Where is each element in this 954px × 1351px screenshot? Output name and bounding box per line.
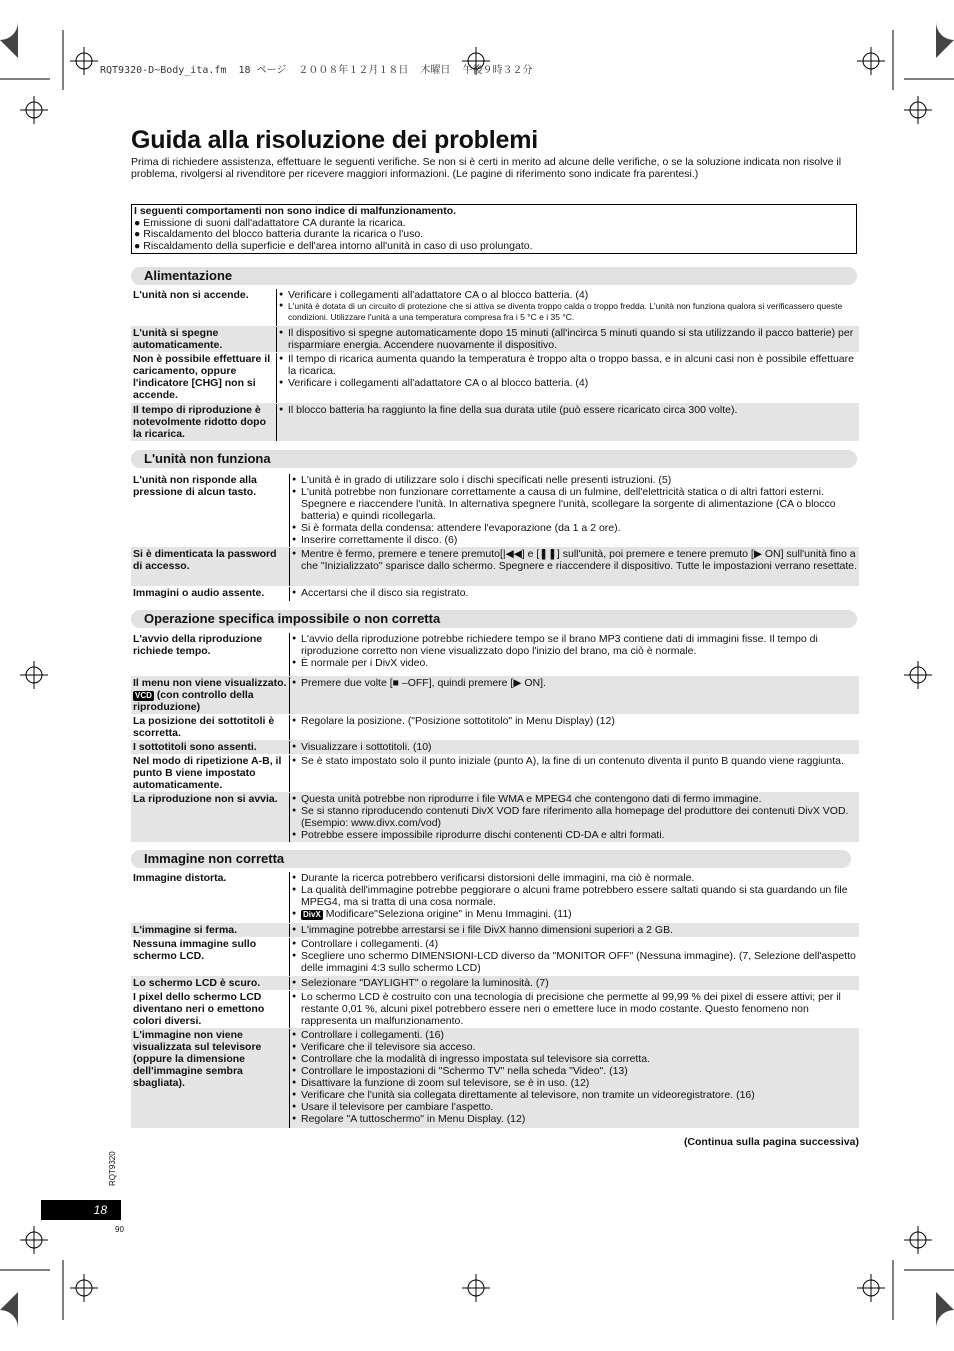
note-item: ● Riscaldamento del blocco batteria durante la ricarica o l'uso. — [134, 228, 424, 240]
section-heading-alimentazione: Alimentazione — [131, 267, 857, 285]
table-row — [131, 1028, 859, 1128]
solution-cell — [276, 404, 857, 441]
problem-label: Nel modo di ripetizione A-B, il punto B viene impostato automaticamente. — [133, 755, 282, 791]
table-row — [131, 632, 859, 676]
table-row — [131, 473, 859, 547]
solution-item: ● L'unità è in grado di utilizzare solo i dischi specificati nelle presenti istruzioni. (5) — [292, 474, 858, 486]
solution-cell — [276, 327, 857, 352]
page-number: 18 — [41, 1200, 121, 1220]
note-box — [131, 204, 857, 254]
solution-item: ● Usare il televisore per cambiare l'aspetto. — [292, 1101, 858, 1113]
vcd-badge: VCD — [135, 691, 152, 700]
solution-cell — [289, 938, 858, 976]
solution-cell — [289, 633, 858, 676]
table-row — [131, 403, 859, 441]
problem-label-text: Il menu non viene visualizzato. — [133, 677, 287, 689]
solution-item: ● Scegliere uno schermo DIMENSIONI-LCD diverso da "MONITOR OFF" (Nessuna immagine). (7, Selezione dell'aspetto delle immagini 4:3 sullo schermo LCD) — [292, 950, 858, 974]
problem-label — [133, 677, 288, 713]
problem-label: L'unità non si accende. — [133, 289, 249, 301]
problem-label: I sottotitoli sono assenti. — [133, 741, 257, 753]
solution-item: ● Inserire correttamente il disco. (6) — [292, 534, 858, 546]
table-row — [131, 547, 859, 586]
problem-label: L'unità si spegne automaticamente. — [133, 327, 223, 351]
solution-cell — [289, 548, 858, 586]
solution-cell — [276, 289, 857, 326]
intro-text: Prima di richiedere assistenza, effettuare le seguenti verifiche. Se non si è certi in merito ad alcune delle verifiche, o se la soluzione indicata non risolve il problema, rivolgersi al rivenditore per ricevere maggiori informazioni. (Le pagine di riferimento sono indicate fra parentesi.) — [131, 156, 842, 180]
solution-item: ● L'unità è dotata di un circuito di protezione che si attiva se diventa troppo calda o troppo fredda. L'unità non funziona qualora si verificassero queste condizioni. Utilizzare l'unità a una temperatura compresa fra i 5 °C e i 35 °C. — [279, 301, 857, 322]
section-heading-immagine-non-corretta: Immagine non corretta — [131, 850, 851, 868]
table-row — [131, 754, 859, 792]
solution-cell — [289, 793, 858, 842]
page-title: Guida alla risoluzione dei problemi — [131, 126, 538, 154]
problem-label: I pixel dello schermo LCD diventano neri o emettono colori diversi. — [133, 991, 265, 1027]
solution-item: ● L'avvio della riproduzione potrebbe richiedere tempo se il brano MP3 contiene dati di immagini fisse. Il tempo di riproduzione corretto non viene visualizzato dopo l'inizio del brano, ma ciò è normale. — [292, 633, 858, 657]
solution-cell — [289, 715, 858, 740]
problem-label: La riproduzione non si avvia. — [133, 793, 278, 805]
solution-item: ● Potrebbe essere impossibile riprodurre dischi contenenti CD-DA e altri formati. — [292, 829, 858, 841]
problem-label: Il tempo di riproduzione è notevolmente ridotto dopo la ricarica. — [133, 404, 266, 440]
solution-item: ● L'unità potrebbe non funzionare correttamente a causa di un fulmine, dell'elettricità statica o di altri fattori esterni. Spegnere e riaccendere l'unità. In alternativa spegnere l'unità, scollegare la sorgente di alimentazione (CA o blocco batteria) e quindi ricollegarla. — [292, 486, 858, 522]
solution-item: ● È normale per i DivX video. — [292, 657, 858, 669]
solution-item — [292, 908, 858, 920]
table-row — [131, 976, 859, 990]
solution-cell — [289, 924, 858, 937]
solution-item: ● Verificare che l'unità sia collegata direttamente al televisore, non tramite un videoregistratore. (16) — [292, 1089, 858, 1101]
solution-item: ● Si è formata della condensa: attendere l'evaporazione (da 1 a 2 ore). — [292, 522, 858, 534]
table-row — [131, 871, 859, 923]
solution-item: ● Accertarsi che il disco sia registrato. — [292, 587, 858, 599]
sheet-number: 90 — [115, 1225, 124, 1234]
solution-item: ● Se si stanno riproducendo contenuti DivX VOD fare riferimento alla homepage del produttore dei contenuti DivX VOD. (Esempio: www.divx.com/vod) — [292, 805, 858, 829]
solution-cell — [289, 1029, 858, 1128]
solution-cell — [276, 353, 857, 403]
solution-item: ● Premere due volte [■ –OFF], quindi premere [▶ ON]. — [292, 677, 858, 689]
table-row — [131, 937, 859, 976]
note-item: ● Riscaldamento della superficie e dell'area intorno all'unità in caso di uso prolungato. — [134, 239, 533, 252]
table-row — [131, 990, 859, 1028]
solution-cell — [289, 991, 858, 1028]
problem-label: La posizione dei sottotitoli è scorretta. — [133, 715, 275, 739]
solution-item: ● Disattivare la funzione di zoom sul televisore, se è in uso. (12) — [292, 1077, 858, 1089]
solution-item: ● Il blocco batteria ha raggiunto la fine della sua durata utile (può essere ricaricato circa 300 volte). — [279, 404, 857, 416]
solution-cell — [289, 587, 858, 601]
solution-item: ● Questa unità potrebbe non riprodurre i file WMA e MPEG4 che contengono dati di fermo immagine. — [292, 793, 858, 805]
solution-cell — [289, 977, 858, 990]
solution-item: ● Durante la ricerca potrebbero verificarsi distorsioni delle immagini, ma ciò è normale. — [292, 872, 858, 884]
table-row — [131, 288, 859, 326]
note-heading: I seguenti comportamenti non sono indice di malfunzionamento. — [134, 205, 457, 217]
problem-label: L'unità non risponde alla pressione di alcun tasto. — [133, 474, 257, 498]
table-row — [131, 352, 859, 403]
solution-item: ● L'immagine potrebbe arrestarsi se i file DivX hanno dimensioni superiori a 2 GB. — [292, 924, 858, 936]
problem-label: L'immagine si ferma. — [133, 924, 238, 936]
solution-item: ● Visualizzare i sottotitoli. (10) — [292, 741, 858, 753]
solution-item: ● Verificare che il televisore sia acceso. — [292, 1041, 858, 1053]
solution-item: ● Regolare la posizione. ("Posizione sottotitolo" in Menu Display) (12) — [292, 715, 858, 727]
solution-cell — [289, 741, 858, 754]
continue-note: (Continua sulla pagina successiva) — [683, 1136, 859, 1148]
problem-label: Si è dimenticata la password di accesso. — [133, 548, 277, 572]
problem-label: Immagini o audio assente. — [133, 587, 265, 599]
table-row — [131, 714, 859, 740]
solution-item: ● Controllare che la modalità di ingresso impostata sul televisore sia corretta. — [292, 1053, 858, 1065]
solution-text: Modificare"Seleziona origine" in Menu Immagini. (11) — [325, 908, 572, 920]
model-code: RQT9320 — [108, 1151, 117, 1186]
section-heading-unita-non-funziona: L'unità non funziona — [131, 450, 857, 468]
solution-item: ● Verificare i collegamenti all'adattatore CA o al blocco batteria. (4) — [279, 289, 857, 301]
problem-label: L'immagine non viene visualizzata sul televisore (oppure la dimensione dell'immagine sembra sbagliata). — [133, 1029, 262, 1089]
table-row — [131, 676, 859, 714]
solution-item: ● Selezionare "DAYLIGHT" o regolare la luminosità. (7) — [292, 977, 858, 989]
divx-badge: DivX — [303, 910, 321, 919]
solution-cell — [289, 677, 858, 714]
problem-label: L'avvio della riproduzione richiede tempo. — [133, 633, 263, 657]
problem-label: Immagine distorta. — [133, 872, 227, 884]
solution-item: ● Se è stato impostato solo il punto iniziale (punto A), la fine di un contenuto diventa il punto B quando viene raggiunta. — [292, 755, 858, 767]
solution-item: ● Il dispositivo si spegne automaticamente dopo 15 minuti (all'incirca 5 minuti quando si sta utilizzando il pacco batterie) per risparmiare energia. Accendere nuovamente il dispositivo. — [279, 327, 857, 351]
solution-item: ● Controllare i collegamenti. (16) — [292, 1029, 858, 1041]
printer-info-line: RQT9320-D~Body_ita.fm 18 ページ ２００８年１２月１８日 木曜日 午後９時３２分 — [100, 65, 533, 76]
solution-item: ● Verificare i collegamenti all'adattatore CA o al blocco batteria. (4) — [279, 377, 857, 389]
problem-label: Lo schermo LCD è scuro. — [133, 977, 261, 989]
solution-cell — [289, 474, 858, 547]
solution-item: ● Mentre è fermo, premere e tenere premuto[|◀◀] e [❚❚] sull'unità, poi premere e tenere premuto [▶ ON] sull'unità fino a che "Inizializzato" sparisce dallo schermo. Spegnere e riaccendere il dispositivo. Tutte le impostazioni verrano resettate. — [292, 548, 858, 572]
table-row — [131, 326, 859, 352]
solution-item: ● La qualità dell'immagine potrebbe peggiorare o alcuni frame potrebbero essere saltati quando si sta guardando un file MPEG4, ma si tratta di una cosa normale. — [292, 884, 858, 908]
table-row — [131, 586, 859, 601]
problem-label-text: (con controllo della riproduzione) — [133, 689, 254, 713]
solution-item: ● Controllare i collegamenti. (4) — [292, 938, 858, 950]
table-row — [131, 923, 859, 937]
table-row — [131, 740, 859, 754]
solution-item: ● Regolare "A tuttoschermo" in Menu Display. (12) — [292, 1113, 858, 1125]
solution-item: ● Lo schermo LCD è costruito con una tecnologia di precisione che permette al 99,99 % dei pixel di essere attivi; per il restante 0,01 %, alcuni pixel potrebbero essere neri o emettere luce in modo costante. Questo fenomeno non rappresenta un malfunzionamento. — [292, 991, 858, 1027]
table-row — [131, 792, 859, 842]
problem-label: Non è possibile effettuare il caricamento, oppure l'indicatore [CHG] non si accende. — [133, 353, 271, 401]
solution-item: ● Il tempo di ricarica aumenta quando la temperatura è troppo alta o troppo bassa, e in alcuni casi non è possibile effettuare la ricarica. — [279, 353, 857, 377]
solution-cell — [289, 872, 858, 923]
solution-cell — [289, 755, 858, 792]
solution-item: ● Controllare le impostazioni di "Schermo TV" nella scheda "Video". (13) — [292, 1065, 858, 1077]
note-item: ● Emissione di suoni dall'adattatore CA durante la ricarica. — [134, 216, 406, 229]
problem-label: Nessuna immagine sullo schermo LCD. — [133, 938, 257, 962]
section-heading-operazione-specifica: Operazione specifica impossibile o non corretta — [131, 610, 857, 628]
